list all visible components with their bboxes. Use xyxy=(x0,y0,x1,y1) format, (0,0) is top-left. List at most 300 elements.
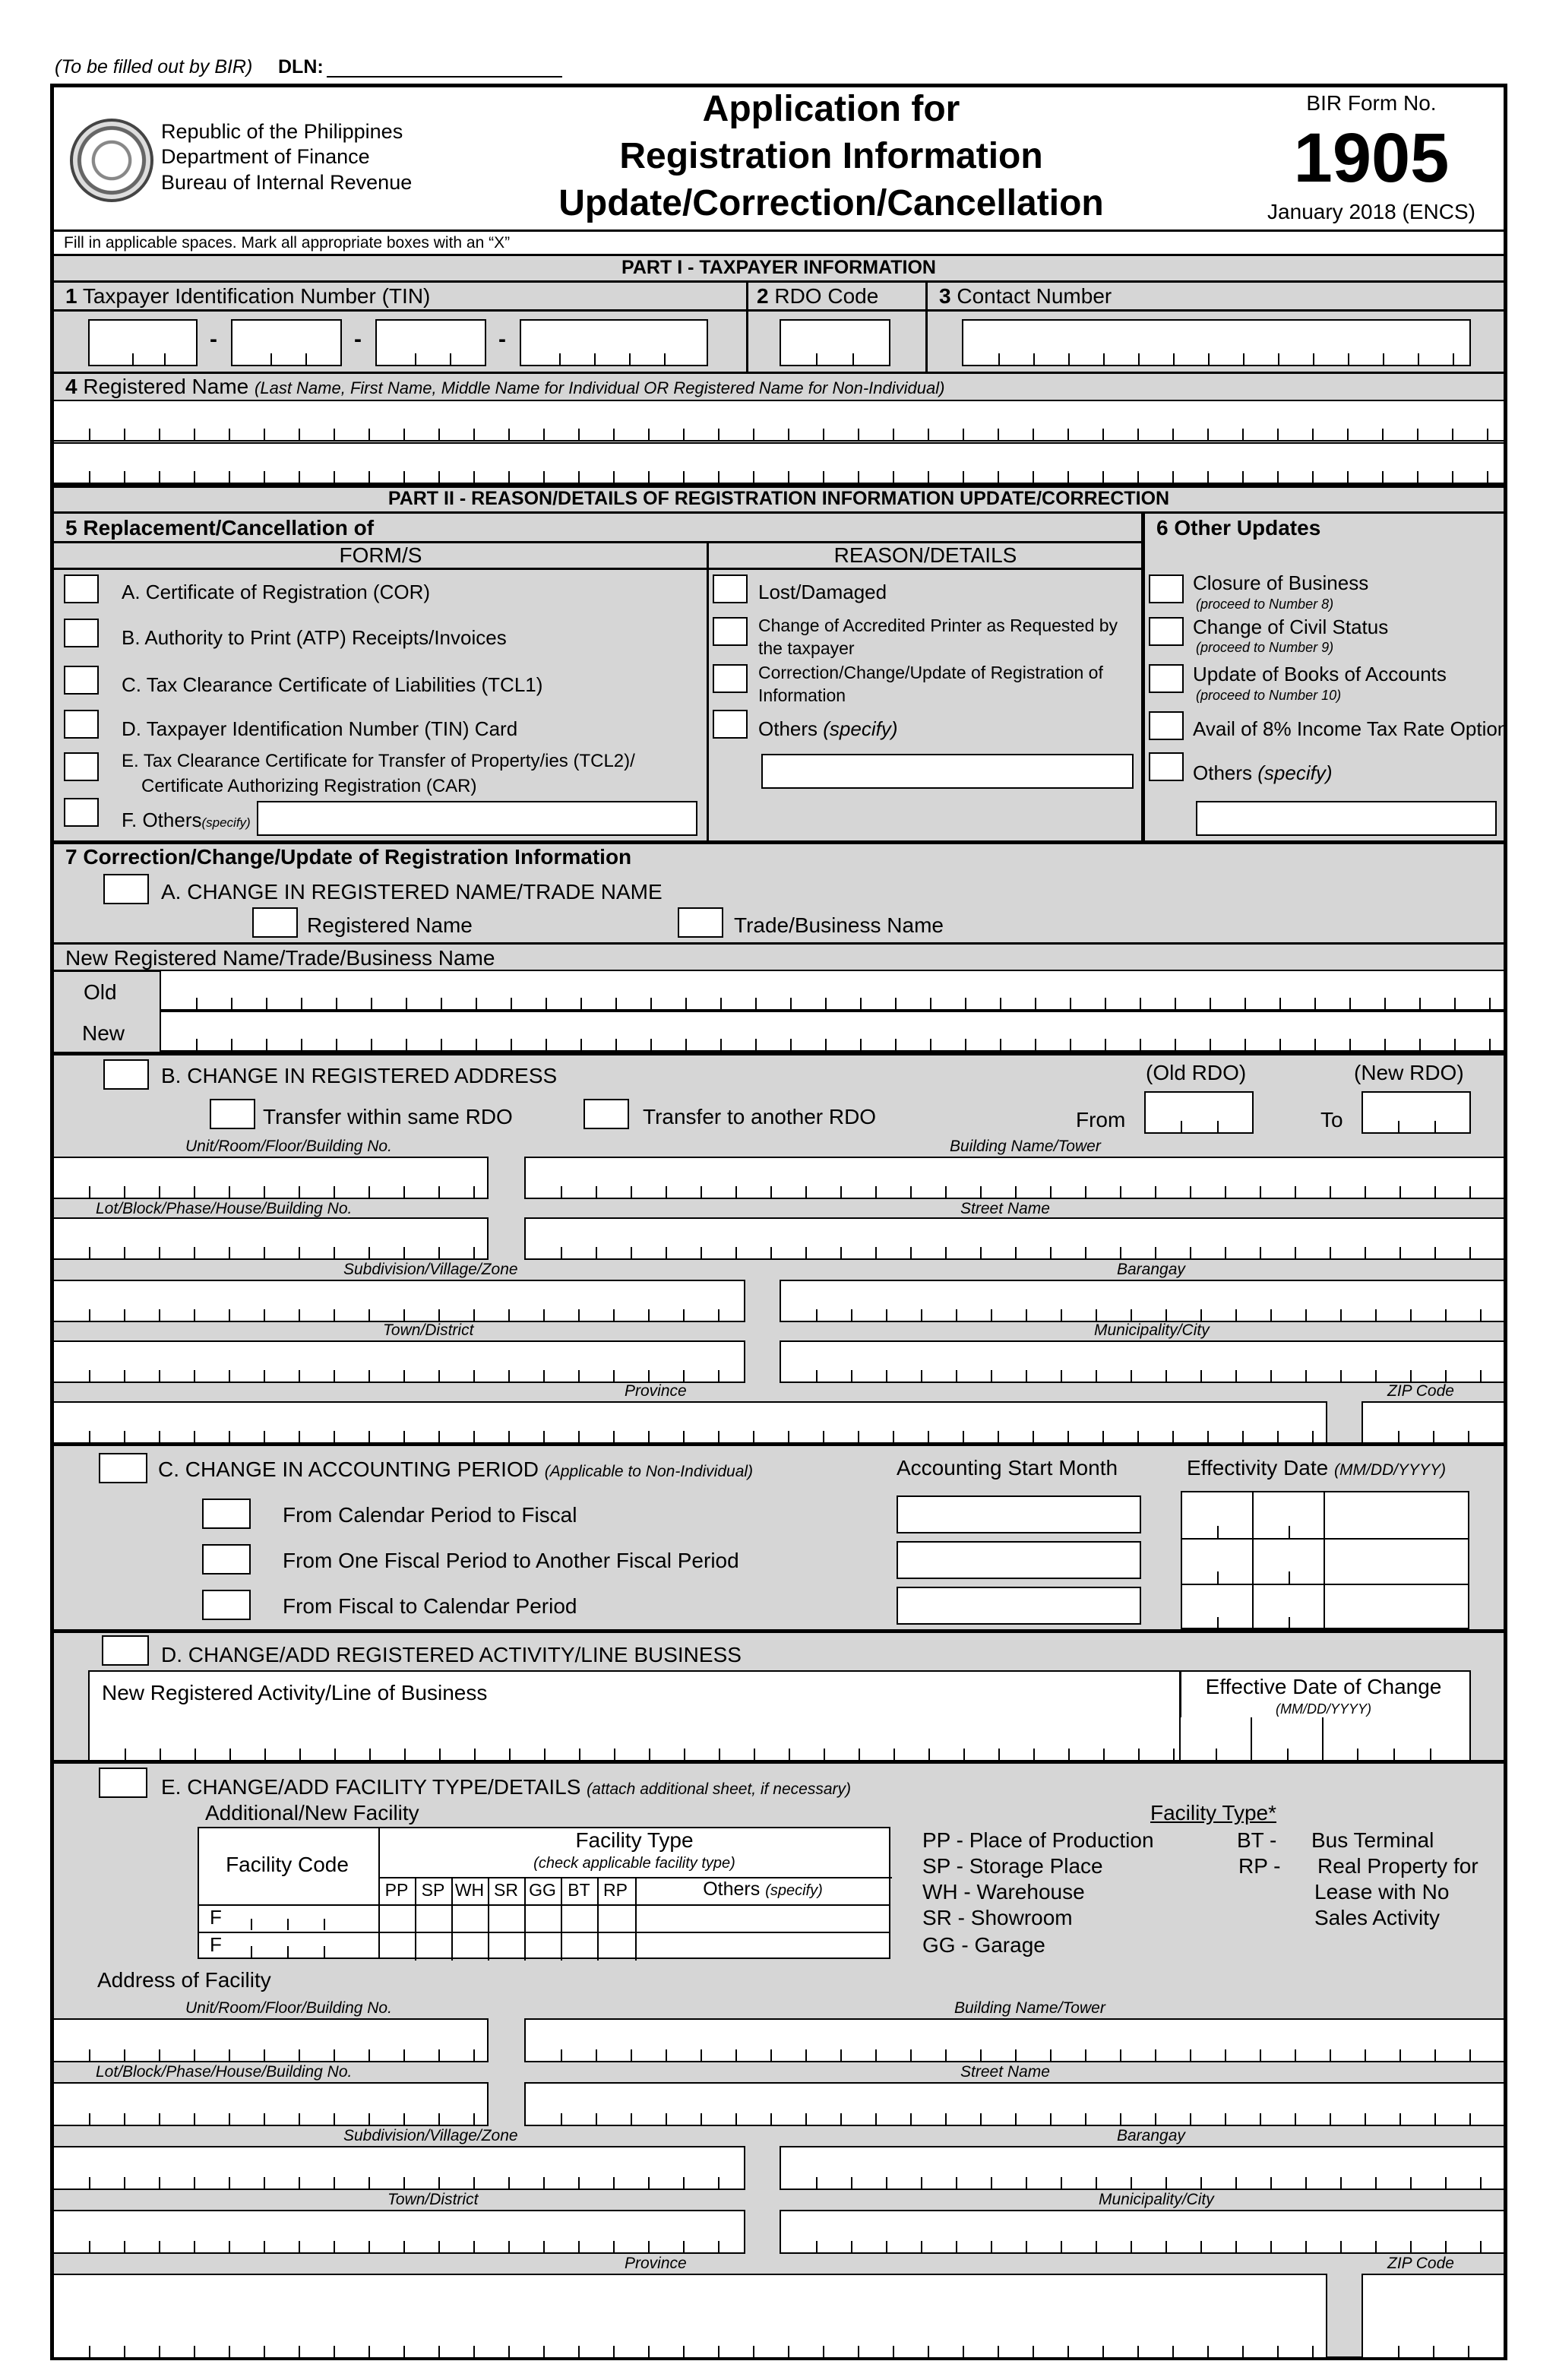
cell-tick xyxy=(1165,1309,1167,1321)
fac-subd-field[interactable] xyxy=(54,2146,745,2190)
subd-field[interactable] xyxy=(54,1280,745,1322)
facility-type-note: (check applicable facility type) xyxy=(533,1855,735,1872)
cell-tick xyxy=(1295,2049,1296,2061)
col-pp: PP xyxy=(384,1880,409,1900)
form-e-label2: Certificate Authorizing Registration (CAR) xyxy=(141,776,477,796)
cell-tick xyxy=(718,1309,719,1321)
cell-tick xyxy=(561,1247,562,1258)
cell-tick xyxy=(438,2346,440,2357)
street-label: Street Name xyxy=(960,1200,1050,1217)
cell-tick xyxy=(666,2049,667,2061)
cell-tick xyxy=(1260,1186,1261,1198)
cell-tick xyxy=(1155,1247,1156,1258)
cell-tick xyxy=(1165,2177,1167,2189)
cell-tick xyxy=(928,429,929,440)
col-sr: SR xyxy=(494,1880,518,1900)
cell-tick xyxy=(1172,2346,1174,2357)
cell-tick xyxy=(956,2241,957,2252)
cell-tick xyxy=(1235,1309,1237,1321)
cell-tick xyxy=(895,998,897,1009)
agency-line1: Republic of the Philippines xyxy=(161,120,403,143)
cell-tick xyxy=(561,2049,562,2061)
cell-tick xyxy=(231,1039,232,1050)
cell-tick xyxy=(229,1309,230,1321)
trade-name-option: Trade/Business Name xyxy=(734,913,944,937)
cell-tick xyxy=(264,2113,265,2125)
cell-tick xyxy=(823,1431,824,1442)
cell-tick xyxy=(473,2177,475,2189)
effectivity-date-grid[interactable] xyxy=(1181,1491,1469,1629)
muni-field[interactable] xyxy=(780,1340,1504,1383)
cell-tick xyxy=(963,2346,964,2357)
cell-tick xyxy=(159,2241,160,2252)
cell-tick xyxy=(666,1247,667,1258)
cell-tick xyxy=(1399,1247,1401,1258)
zip-field[interactable] xyxy=(1362,1401,1504,1444)
cell-tick xyxy=(124,471,125,483)
cell-tick xyxy=(596,1186,597,1198)
cell-tick xyxy=(1260,2113,1261,2125)
cell-tick xyxy=(264,1370,265,1381)
cell-tick xyxy=(1061,2177,1062,2189)
cell-tick xyxy=(1033,1749,1035,1760)
cell-tick xyxy=(683,1370,685,1381)
cell-tick xyxy=(1140,1039,1141,1050)
cell-tick xyxy=(650,998,652,1009)
other-updates-checkbox[interactable] xyxy=(1149,752,1184,781)
cell-tick xyxy=(89,471,90,483)
fac-street-field[interactable] xyxy=(524,2082,1504,2126)
civil-status-checkbox[interactable] xyxy=(1149,617,1184,646)
new-rdo-field[interactable] xyxy=(1362,1091,1471,1134)
cell-tick xyxy=(438,1370,440,1381)
cell-tick xyxy=(718,2241,719,2252)
cell-tick xyxy=(194,1186,195,1198)
cell-tick xyxy=(124,1186,125,1198)
dln-line[interactable] xyxy=(327,76,562,78)
closure-checkbox[interactable] xyxy=(1149,574,1184,603)
cell-tick xyxy=(1340,1309,1342,1321)
facility-code-header: Facility Code xyxy=(226,1853,349,1876)
cell-tick xyxy=(124,2113,125,2125)
form-d-checkbox[interactable] xyxy=(64,710,99,739)
start-month-2[interactable] xyxy=(897,1541,1141,1579)
cell-tick xyxy=(875,1186,877,1198)
cell-tick xyxy=(963,1431,964,1442)
change-address-title: B. CHANGE IN REGISTERED ADDRESS xyxy=(161,1064,558,1087)
cell-tick xyxy=(438,429,440,440)
cell-tick xyxy=(1417,471,1418,483)
cell-tick xyxy=(474,1749,476,1760)
cell-tick xyxy=(851,1309,852,1321)
cell-tick xyxy=(299,1247,300,1258)
cell-tick xyxy=(371,1039,372,1050)
change-facility-checkbox[interactable] xyxy=(99,1768,147,1798)
cell-tick xyxy=(928,2346,929,2357)
cell-tick xyxy=(334,2177,335,2189)
cell-tick xyxy=(701,2113,702,2125)
cell-tick xyxy=(788,429,789,440)
cell-tick xyxy=(910,2049,912,2061)
town-field[interactable] xyxy=(54,1340,745,1383)
legend-bt-desc: Bus Terminal xyxy=(1311,1828,1434,1852)
fac-prov-label: Province xyxy=(625,2255,687,2272)
cell-tick xyxy=(755,998,757,1009)
cell-tick xyxy=(473,2113,475,2125)
cell-tick xyxy=(1137,471,1139,483)
cell-tick xyxy=(543,2241,545,2252)
cell-tick xyxy=(546,1039,547,1050)
start-month-3[interactable] xyxy=(897,1587,1141,1625)
reason-correction-checkbox[interactable] xyxy=(713,664,748,693)
tin-field[interactable] xyxy=(88,319,708,366)
cell-tick xyxy=(403,1247,405,1258)
fac-muni-label: Municipality/City xyxy=(1099,2191,1214,2208)
cell-tick xyxy=(613,1431,615,1442)
form-f-checkbox[interactable] xyxy=(64,798,99,827)
col-others: Others xyxy=(703,1878,761,1900)
civil-status-label: Change of Civil Status xyxy=(1193,616,1389,638)
cell-tick xyxy=(823,2346,824,2357)
prov-label: Province xyxy=(625,1382,687,1400)
fiscal-to-fiscal-label: From One Fiscal Period to Another Fiscal Period xyxy=(283,1549,739,1572)
new-activity-field[interactable] xyxy=(90,1717,1179,1760)
cell-tick xyxy=(650,1039,652,1050)
cell-tick xyxy=(613,429,615,440)
transfer-another-rdo-checkbox[interactable] xyxy=(584,1099,629,1129)
books-checkbox[interactable] xyxy=(1149,664,1184,693)
cell-tick xyxy=(299,2049,300,2061)
cell-tick xyxy=(1015,1186,1017,1198)
cell-tick xyxy=(921,2241,922,2252)
cell-tick xyxy=(805,2113,807,2125)
cell-tick xyxy=(264,2241,265,2252)
from-label: From xyxy=(1076,1108,1126,1131)
cell-tick xyxy=(1330,2113,1331,2125)
cell-tick xyxy=(336,998,337,1009)
cell-tick xyxy=(403,2177,405,2189)
effective-change-date-field[interactable] xyxy=(1181,1717,1469,1760)
cell-tick xyxy=(334,1431,335,1442)
cell-tick xyxy=(159,1247,160,1258)
cell-tick xyxy=(930,998,931,1009)
cell-tick xyxy=(299,2346,300,2357)
cell-tick xyxy=(648,2177,650,2189)
cell-tick xyxy=(334,1247,335,1258)
cell-tick xyxy=(1260,2049,1261,2061)
cell-tick xyxy=(476,1039,477,1050)
cell-tick xyxy=(1103,353,1105,365)
brgy-field[interactable] xyxy=(780,1280,1504,1322)
cell-tick xyxy=(631,2113,632,2125)
cell-tick xyxy=(1452,471,1453,483)
cell-tick xyxy=(1410,1309,1412,1321)
cell-tick xyxy=(1480,1309,1482,1321)
cell-tick xyxy=(264,1186,265,1198)
income-tax-8pct-checkbox[interactable] xyxy=(1149,711,1184,740)
cell-tick xyxy=(1270,1370,1272,1381)
cell-tick xyxy=(1382,429,1384,440)
cell-tick xyxy=(991,1370,992,1381)
fac-zip-field[interactable] xyxy=(1362,2274,1504,2357)
old-name-field[interactable] xyxy=(160,970,1504,1011)
cell-tick xyxy=(194,1309,195,1321)
fac-bldg-field[interactable] xyxy=(524,2018,1504,2062)
cell-tick xyxy=(403,2113,405,2125)
form-a-checkbox[interactable] xyxy=(64,574,99,603)
cell-tick xyxy=(1312,2346,1314,2357)
cell-tick xyxy=(1434,2049,1436,2061)
cell-tick xyxy=(718,1370,719,1381)
fac-brgy-field[interactable] xyxy=(780,2146,1504,2190)
unit-field[interactable] xyxy=(54,1157,489,1199)
cal-to-fiscal-checkbox[interactable] xyxy=(202,1499,251,1529)
cell-tick xyxy=(824,1749,825,1760)
cell-tick xyxy=(1207,2346,1209,2357)
zip-label: ZIP Code xyxy=(1387,1382,1454,1400)
cell-tick xyxy=(1015,2113,1017,2125)
reason-lost-checkbox[interactable] xyxy=(713,574,748,603)
cell-tick xyxy=(1173,353,1175,365)
cell-tick xyxy=(89,1309,90,1321)
cell-tick xyxy=(1242,471,1244,483)
cell-tick xyxy=(1140,998,1141,1009)
cell-tick xyxy=(229,1370,230,1381)
cell-tick xyxy=(1365,1186,1366,1198)
cell-tick xyxy=(1434,1186,1436,1198)
cell-tick xyxy=(1445,2241,1447,2252)
cell-tick xyxy=(124,1247,125,1258)
cell-tick xyxy=(1131,1309,1132,1321)
cell-tick xyxy=(1068,1749,1070,1760)
cell-tick xyxy=(1349,1039,1351,1050)
cell-tick xyxy=(816,1370,818,1381)
cell-tick xyxy=(928,1431,929,1442)
cell-tick xyxy=(1137,429,1139,440)
change-accounting-checkbox[interactable] xyxy=(99,1453,147,1483)
cell-tick xyxy=(229,2346,230,2357)
reason-printer-checkbox[interactable] xyxy=(713,617,748,646)
cell-tick xyxy=(580,998,582,1009)
cell-tick xyxy=(875,1247,877,1258)
cell-tick xyxy=(508,2177,510,2189)
cell-tick xyxy=(1375,2177,1377,2189)
cell-tick xyxy=(194,2113,195,2125)
cell-tick xyxy=(788,2346,789,2357)
rdo-code-field[interactable] xyxy=(780,319,890,366)
cell-tick xyxy=(438,1186,440,1198)
facility-row1-code[interactable] xyxy=(228,1904,377,1930)
cell-tick xyxy=(945,1186,947,1198)
f3-label: Contact Number xyxy=(957,284,1112,308)
cell-tick xyxy=(753,429,754,440)
cell-tick xyxy=(998,2346,999,2357)
other-updates-specify-input[interactable] xyxy=(1196,801,1497,836)
cell-tick xyxy=(159,1431,160,1442)
cell-tick xyxy=(1487,429,1488,440)
cell-tick xyxy=(788,471,789,483)
registered-name-line2[interactable] xyxy=(54,442,1504,484)
cell-tick xyxy=(893,429,894,440)
fac-prov-field[interactable] xyxy=(54,2274,1327,2357)
cell-tick xyxy=(89,2177,90,2189)
cell-tick xyxy=(1015,1247,1017,1258)
bldg-field[interactable] xyxy=(524,1157,1504,1199)
cell-tick xyxy=(299,1370,300,1381)
cell-tick xyxy=(1225,1186,1226,1198)
fac-town-field[interactable] xyxy=(54,2210,745,2254)
fac-street-label: Street Name xyxy=(960,2063,1050,2081)
cell-tick xyxy=(1085,1186,1086,1198)
brgy-label: Barangay xyxy=(1117,1261,1185,1278)
cell-tick xyxy=(371,998,372,1009)
form-c-checkbox[interactable] xyxy=(64,666,99,695)
cell-tick xyxy=(1190,2049,1191,2061)
cell-tick xyxy=(508,1309,510,1321)
change-accounting-title: C. CHANGE IN ACCOUNTING PERIOD xyxy=(158,1457,539,1481)
transfer-same-rdo-checkbox[interactable] xyxy=(210,1099,255,1129)
part2-title: PART II - REASON/DETAILS OF REGISTRATION INFORMATION UPDATE/CORRECTION xyxy=(387,488,1170,509)
cell-tick xyxy=(473,471,475,483)
agency-line3: Bureau of Internal Revenue xyxy=(161,171,413,194)
fac-muni-field[interactable] xyxy=(780,2210,1504,2254)
cell-tick xyxy=(124,1309,125,1321)
fiscal-to-cal-label: From Fiscal to Calendar Period xyxy=(283,1594,577,1618)
lot-field[interactable] xyxy=(54,1217,489,1260)
cell-tick xyxy=(1138,353,1140,365)
cell-tick xyxy=(1295,2113,1296,2125)
registered-name-checkbox[interactable] xyxy=(252,907,298,938)
cell-tick xyxy=(980,2049,982,2061)
cell-tick xyxy=(334,1309,335,1321)
cell-tick xyxy=(1305,1370,1307,1381)
cell-tick xyxy=(998,471,999,483)
cell-tick xyxy=(368,1247,370,1258)
cell-tick xyxy=(403,429,405,440)
col-rp: RP xyxy=(603,1880,628,1900)
cell-tick xyxy=(945,2113,947,2125)
cell-tick xyxy=(89,1431,90,1442)
f2-num: 2 xyxy=(757,284,769,308)
cell-tick xyxy=(89,1247,90,1258)
cell-tick xyxy=(613,2177,615,2189)
cell-tick xyxy=(1419,1039,1421,1050)
fac-lot-field[interactable] xyxy=(54,2082,489,2126)
cell-tick xyxy=(1200,2177,1202,2189)
new-rdo-label: (New RDO) xyxy=(1354,1061,1464,1084)
cell-tick xyxy=(840,1247,842,1258)
cell-tick xyxy=(886,2177,887,2189)
cell-tick xyxy=(823,429,824,440)
change-activity-checkbox[interactable] xyxy=(102,1635,149,1666)
form-others-specify-input[interactable] xyxy=(257,801,697,836)
facility-row2-code[interactable] xyxy=(228,1932,377,1957)
cell-tick xyxy=(1270,2241,1272,2252)
registered-name-line1[interactable] xyxy=(54,400,1504,442)
cell-tick xyxy=(648,1370,650,1381)
cell-tick xyxy=(991,2177,992,2189)
form-b-checkbox[interactable] xyxy=(64,619,99,647)
cell-tick xyxy=(1480,2241,1482,2252)
col-others-specify: (specify) xyxy=(765,1882,823,1899)
cell-tick xyxy=(1061,1370,1062,1381)
cell-tick xyxy=(508,2346,510,2357)
cell-tick xyxy=(1210,998,1211,1009)
fiscal-to-fiscal-checkbox[interactable] xyxy=(202,1544,251,1575)
cell-tick xyxy=(755,1039,757,1050)
cell-tick xyxy=(1137,2346,1139,2357)
cell-tick xyxy=(860,1039,862,1050)
cell-tick xyxy=(543,1370,545,1381)
cell-tick xyxy=(1033,429,1034,440)
cell-tick xyxy=(229,1186,230,1198)
cell-tick xyxy=(473,1431,475,1442)
trade-name-checkbox[interactable] xyxy=(678,907,723,938)
fiscal-to-cal-checkbox[interactable] xyxy=(202,1590,251,1620)
cell-tick xyxy=(1208,353,1210,365)
cell-tick xyxy=(1102,429,1104,440)
effectivity-format: (MM/DD/YYYY) xyxy=(1334,1461,1447,1479)
reason-others-checkbox[interactable] xyxy=(713,710,748,739)
cell-tick xyxy=(1235,2177,1237,2189)
change-name-checkbox[interactable] xyxy=(103,874,149,904)
cell-tick xyxy=(910,1186,912,1198)
prov-field[interactable] xyxy=(54,1401,1327,1444)
cell-tick xyxy=(1050,2113,1052,2125)
cell-tick xyxy=(124,2049,125,2061)
reason-printer-label: Change of Accredited Printer as Requested by xyxy=(758,616,1118,635)
cell-tick xyxy=(893,1431,894,1442)
legend-wh: WH - Warehouse xyxy=(922,1880,1085,1904)
cell-tick xyxy=(858,2346,859,2357)
street-field[interactable] xyxy=(524,1217,1504,1260)
cell-tick xyxy=(1050,1186,1052,1198)
cell-tick xyxy=(1235,2241,1237,2252)
transfer-same-rdo-label: Transfer within same RDO xyxy=(263,1105,513,1128)
cell-tick xyxy=(301,1039,302,1050)
cell-tick xyxy=(159,2049,160,2061)
cell-tick xyxy=(895,1039,897,1050)
cell-tick xyxy=(578,2241,580,2252)
reason-others-specify-input[interactable] xyxy=(761,754,1134,789)
cell-tick xyxy=(194,2346,195,2357)
cell-tick xyxy=(438,2177,440,2189)
cell-tick xyxy=(508,471,510,483)
cell-tick xyxy=(229,471,230,483)
cell-tick xyxy=(334,471,335,483)
old-rdo-field[interactable] xyxy=(1144,1091,1254,1134)
cell-tick xyxy=(1454,1039,1456,1050)
cell-tick xyxy=(735,1186,737,1198)
cell-tick xyxy=(921,2177,922,2189)
start-month-1[interactable] xyxy=(897,1495,1141,1533)
cell-tick xyxy=(368,429,370,440)
fac-unit-field[interactable] xyxy=(54,2018,489,2062)
cell-tick xyxy=(770,1247,772,1258)
cell-tick xyxy=(648,471,650,483)
cell-tick xyxy=(1305,2177,1307,2189)
cell-tick xyxy=(823,471,824,483)
cell-tick xyxy=(816,2241,818,2252)
change-address-checkbox[interactable] xyxy=(103,1059,149,1090)
form-e-checkbox[interactable] xyxy=(64,752,99,781)
contact-number-field[interactable] xyxy=(962,319,1471,366)
cell-tick xyxy=(264,1247,265,1258)
new-name-field[interactable] xyxy=(160,1011,1504,1052)
cell-tick xyxy=(788,1431,789,1442)
cell-tick xyxy=(578,1370,580,1381)
cell-tick xyxy=(840,2113,842,2125)
